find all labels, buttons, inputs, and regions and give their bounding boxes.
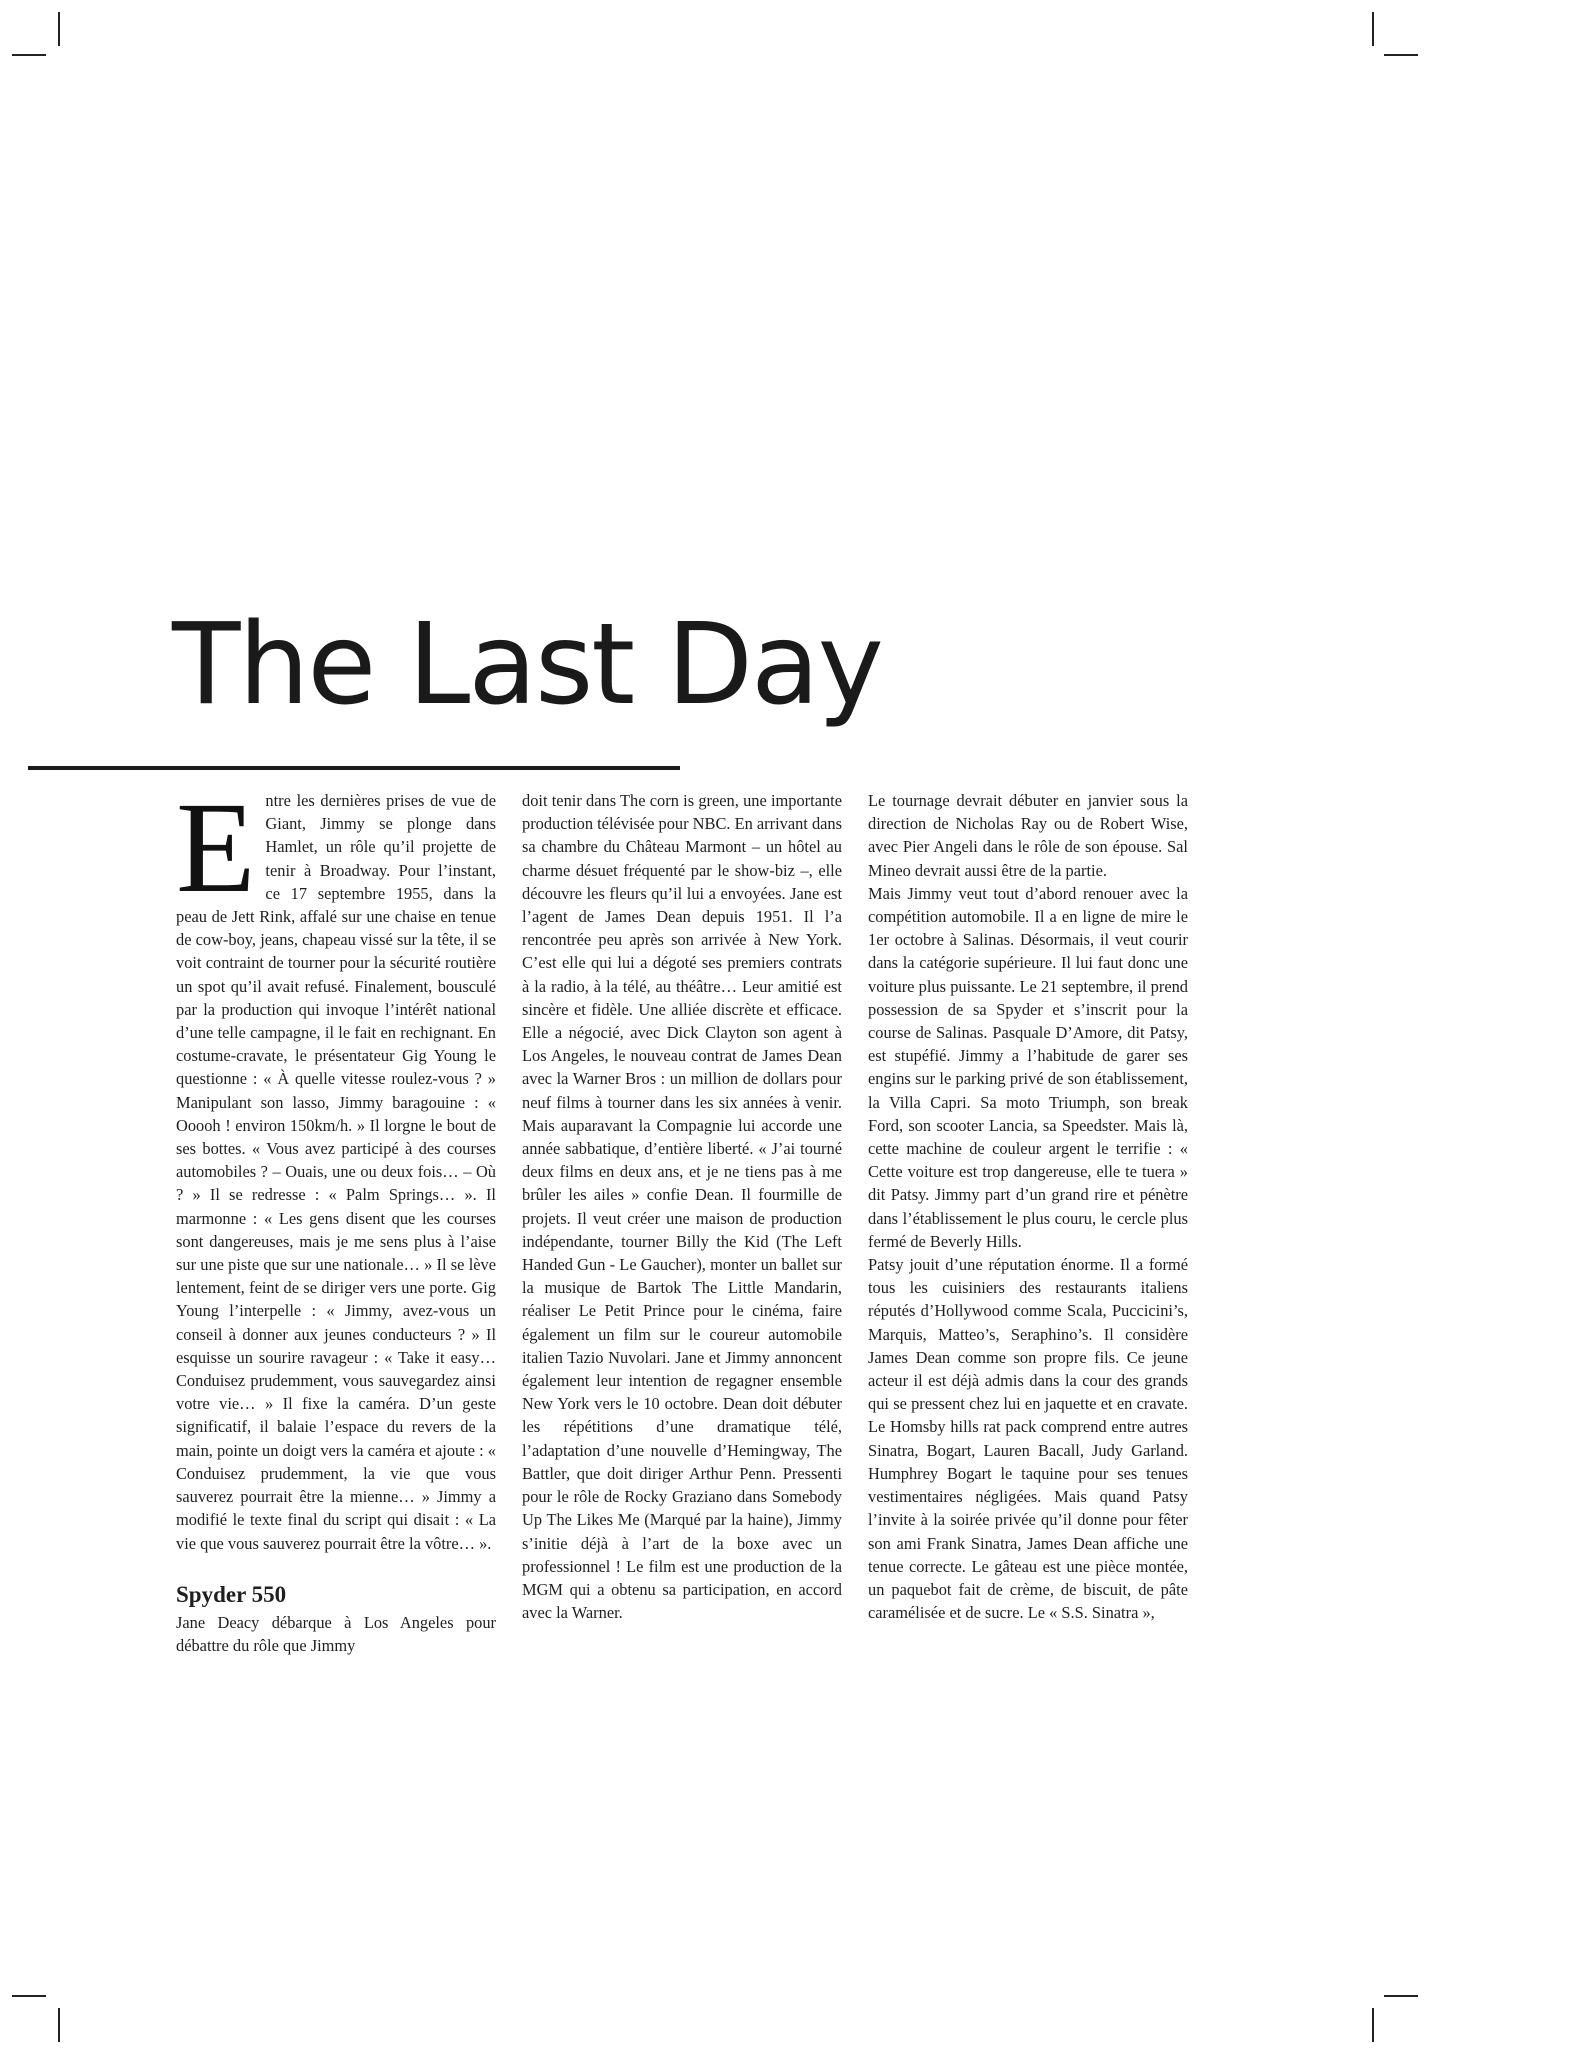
column-2: [522, 789, 842, 1624]
paragraph: [176, 776, 496, 1555]
crop-mark-top-left-h: [12, 54, 46, 56]
column-3: [868, 789, 1188, 1624]
crop-mark-bottom-right-h: [1384, 1995, 1418, 1997]
section-subhead: Spyder 550: [176, 1581, 287, 1607]
crop-mark-top-right-v: [1372, 12, 1374, 46]
drop-cap: E: [176, 776, 256, 920]
paragraph: Patsy jouit d’une réputation énorme. Il a formé tous les cuisiniers des restaurants italiens réputés d’Hollywood comme Scala, Puccicini’s, Marquis, Matteo’s, Seraphino’s. Il considère James Dean comme son propre fils. Ce jeune acteur il est déjà admis dans la cour des grands qui se pressent chez lui en jaquette et en cravate. Le Homsby hills rat pack comprend entre autres Sinatra, Bogart, Lauren Bacall, Judy Garland. Humphrey Bogart le taquine pour ses tenues vestimentaires négligées. Mais quand Patsy l’invite à la soirée privée qu’il donne pour fêter son ami Frank Sinatra, James Dean affiche une tenue correcte. Le gâteau est une pièce montée, un paquebot fait de crème, de biscuit, de pâte caramélisée et de sucre. Le « S.S. Sinatra »,: [868, 1255, 1188, 1623]
paragraph: Mais Jimmy veut tout d’abord renouer avec la compétition automobile. Il a en ligne de mire le 1er octobre à Salinas. Désormais, il veut courir dans la catégorie supérieure. Il lui faut donc une voiture plus puissante. Le 21 septembre, il prend possession de sa Spyder et s’inscrit pour la course de Salinas. Pasquale D’Amore, dit Patsy, est stupéfié. Jimmy a l’habitude de garer ses engins sur le parking privé de son établissement, la Villa Capri. Sa moto Triumph, son break Ford, son scooter Lancia, sa Speedster. Mais là, cette machine de couleur argent le terrifie : « Cette voiture est trop dangereuse, elle te tuera » dit Patsy. Jimmy part d’un grand rire et pénètre dans l’établissement le plus couru, le cercle plus fermé de Beverly Hills.: [868, 883, 1188, 1251]
crop-mark-bottom-right-v: [1372, 2008, 1374, 2042]
crop-mark-top-left-v: [58, 12, 60, 46]
paragraph: doit tenir dans The corn is green, une importante production télévisée pour NBC. En arrivant dans sa chambre du Château Marmont – un hôtel au charme désuet fréquenté par le show-biz –, elle découvre les fleurs qu’il lui a envoyées. Jane est l’agent de James Dean depuis 1951. Il l’a rencontrée peu après son arrivée à New York. C’est elle qui lui a dégoté ses premiers contrats à la radio, à la télé, au théâtre… Leur amitié est sincère et fidèle. Une alliée discrète et efficace. Elle a négocié, avec Dick Clayton son agent à Los Angeles, le nouveau contrat de James Dean avec la Warner Bros : un million de dollars pour neuf films à tourner dans les six années à venir. Mais auparavant la Compagnie lui accorde une année sabbatique, d’entière liberté. « J’ai tourné deux films en deux ans, et je ne tiens pas à me brûler les ailes » confie Dean. Il fourmille de projets. Il veut créer une maison de production indépendante, tourner Billy the Kid (The Left Handed Gun - Le Gaucher), monter un ballet sur la musique de Bartok The Little Mandarin, réaliser Le Petit Prince pour le cinéma, faire également un film sur le coureur automobile italien Tazio Nuvolari. Jane et Jimmy annoncent également leur intention de regagner ensemble New York vers le 10 octobre. Dean doit débuter les répétitions d’une dramatique télé, l’adaptation d’une nouvelle d’Hemingway, The Battler, que doit diriger Arthur Penn. Pressenti pour le rôle de Rocky Graziano dans Somebody Up The Likes Me (Marqué par la haine), Jimmy s’initie déjà à l’art de la boxe avec un professionnel ! Le film est une production de la MGM qui a obtenu sa participation, en accord avec la Warner.: [522, 791, 842, 1623]
paragraph: Jane Deacy débarque à Los Angeles pour débattre du rôle que Jimmy: [176, 1612, 496, 1655]
crop-mark-bottom-left-h: [12, 1995, 46, 1997]
crop-mark-top-right-h: [1384, 54, 1418, 56]
column-1: [176, 776, 496, 1657]
title-rule: [28, 766, 680, 770]
paragraph-text: ntre les dernières prises de vue de Giant, Jimmy se plonge dans Hamlet, un rôle qu’il projette de tenir à Broadway. Pour l’instant, ce 17 septembre 1955, dans la peau de Jett Rink, affalé sur une chaise en tenue de cow-boy, jeans, chapeau vissé sur la tête, il se voit contraint de tourner pour la sécurité routière un spot qu’il avait refusé. Finalement, bousculé par la production qui invoque l’intérêt national d’une telle campagne, il le fait en rechignant. En costume-cravate, le présentateur Gig Young le questionne : « À quelle vitesse roulez-vous ? » Manipulant son lasso, Jimmy baragouine : « Ooooh ! environ 150km/h. » Il lorgne le bout de ses bottes. « Vous avez participé à des courses automobiles ? – Ouais, une ou deux fois… – Où ? » Il se redresse : « Palm Springs… ». Il marmonne : « Les gens disent que les courses sont dangereuses, mais je me sens plus à l’aise sur une piste que sur une nationale… » Il se lève lentement, feint de se diriger vers une porte. Gig Young l’interpelle : « Jimmy, avez-vous un conseil à donner aux jeunes conducteurs ? » Il esquisse un sourire ravageur : « Take it easy… Conduisez prudemment, vous sauvegardez ainsi votre vie… » Il fixe la caméra. D’un geste significatif, il balaie l’espace du revers de la main, pointe un doigt vers la caméra et ajoute : « Conduisez prudemment, la vie que vous sauverez pourrait être la mienne… » Jimmy a modifié le texte final du script qui disait : « La vie que vous sauverez pourrait être la vôtre… ».: [176, 791, 496, 1553]
article-title: The Last Day: [172, 600, 882, 730]
crop-mark-bottom-left-v: [58, 2008, 60, 2042]
paragraph: Le tournage devrait débuter en janvier sous la direction de Nicholas Ray ou de Robert Wise, avec Pier Angeli dans le rôle de son épouse. Sal Mineo devrait aussi être de la partie.: [868, 791, 1188, 880]
